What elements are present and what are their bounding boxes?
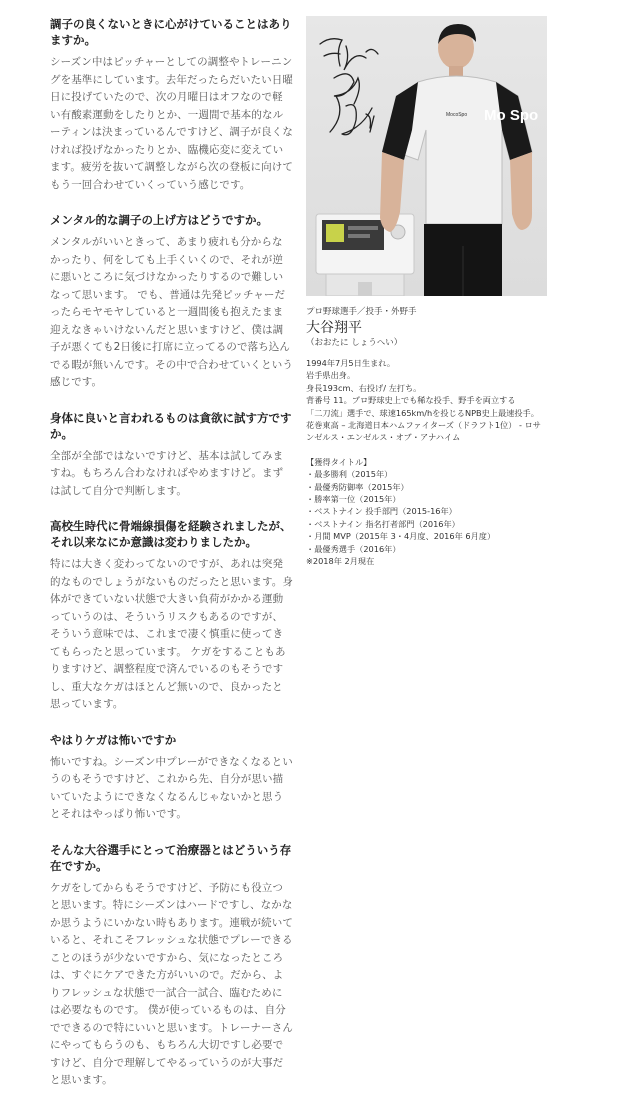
player-name: 大谷翔平	[306, 320, 362, 336]
qa-block-3	[50, 410, 293, 501]
therapy-device	[316, 214, 414, 296]
player-profile	[306, 306, 550, 568]
title-item: ・勝率第一位（2015年）	[306, 494, 401, 505]
qa-block-1	[50, 16, 293, 194]
titles-list	[306, 456, 550, 568]
qa-block-6	[50, 842, 293, 1090]
bio-line: 背番号 11。プロ野球史上でも稀な投手、野手を両立する	[306, 395, 516, 406]
qa-block-2	[50, 212, 293, 392]
title-item: ・ベストナイン 投手部門（2015-16年）	[306, 506, 457, 517]
qa-block-4	[50, 518, 293, 714]
player-bio	[306, 357, 550, 444]
question-heading: 身体に良いと言われるものは貪欲に試す方ですか。	[50, 410, 292, 441]
bio-line: 「二刀流」選手で、球速165km/hを投じるNPB史上最速投手。	[306, 407, 539, 418]
title-item: ・月間 MVP（2015年 3・4月度、2016年 6月度）	[306, 531, 496, 542]
shirt-small-logo: MocoSpo	[446, 112, 468, 118]
interview-column	[50, 16, 293, 1108]
title-item: ・ベストナイン 指名打者部門（2016年）	[306, 518, 460, 529]
player-photo-illustration	[306, 16, 547, 296]
player-role: プロ野球選手／投手・外野手	[306, 307, 417, 317]
answer-text: 特には大きく変わってないのですが、あれは突発的なものでしょうがないものだったと思います。身体ができていない状態で大きい負荷がかかる運動っていうのは、そういうリスクもあるのですが、そういう意味では、これまで凄く慎重に使ってきてもらったと思っています。 ケガをすることもありますけど、調整程度で済んでいるのもそうですし、重大なケガはほとんど無いので、良かったと思っています。	[50, 558, 293, 710]
title-item: ・最優秀選手（2016年）	[306, 543, 401, 554]
question-heading: 高校生時代に骨端線損傷を経験されましたが、それ以来なにか意識は変わりましたか。	[50, 519, 292, 549]
answer-text: ケガをしてからもそうですけど、予防にも役立つと思います。特にシーズンはハードですし、なかなか思うようにいかない時もあります。連戦が続いていると、それこそフレッシュな状態でプレーできることのほうが少ないですから、気になったところは、すぐにケアできた方がいいので。だから、よりフレッシュな状態で一試合一試合、臨むためには必要なものです。 僕が使っているものは、自分でできるので特にいいと思います。トレーナーさんにやってもらうのも、もちろん大切ですし必要ですけど、自分で理解してやるっていうのが大事だと思います。	[50, 881, 293, 1086]
question-heading: メンタル的な調子の上げ方はどうですか。	[50, 213, 269, 227]
bio-line: 1994年7月5日生まれ。	[306, 358, 396, 368]
answer-text: 全部が全部ではないですけど、基本は試してみますね。もちろん合わなければやめますけど。まずは試して自分で判断します。	[50, 449, 284, 497]
bio-line: 身長193cm、右投げ/ 左打ち。	[306, 382, 422, 393]
player-name-kana: （おおたに しょうへい）	[306, 338, 403, 348]
answer-text: 怖いですね。シーズン中プレーができなくなるというのもそうですけど、これから先、自分が思い描いていたようにできなくなるんじゃないかと思うとそれはやっぱり怖いです。	[50, 755, 293, 820]
shirt-print-text: Mo Spo	[484, 107, 539, 124]
autograph-signature	[320, 39, 378, 135]
bio-line: ンゼルス・エンゼルス・オブ・アナハイム	[306, 432, 461, 443]
profile-column	[306, 16, 550, 568]
title-item: ・最優秀防御率（2015年）	[306, 481, 409, 492]
title-item: ・最多勝利（2015年）	[306, 469, 393, 480]
bio-line: 岩手県出身。	[306, 370, 356, 381]
answer-text: メンタルがいいときって、あまり疲れも分からなかったり、何をしても上手くいくので、それが逆に悪いところに気づけなかったりするので難しいなって思います。 でも、普通は先発ピッチャーだったらモヤモヤしていると一週間後も抱えたまま迎えなきゃいけないんだと思いますけど、僕は調子が悪くても2日後に打席に立ってるので落ち込んでる暇が無いんです。その中で合わせていくという感じです。	[50, 236, 293, 388]
qa-block-5	[50, 732, 293, 824]
bio-line: 花巻東高 – 北海道日本ハムファイターズ（ドラフト1位） - ロサ	[306, 420, 541, 431]
titles-heading: 【獲得タイトル】	[306, 456, 372, 467]
question-heading: そんな大谷選手にとって治療器とはどういう存在ですか。	[50, 842, 292, 873]
answer-text: シーズン中はピッチャーとしての調整やトレーニングを基準にしています。去年だったらだいたい日曜日に投げていたので、次の月曜日はオフなので軽い有酸素運動をしたりとか、一週間で基本的なルーティンは決まっているんですけど、調子が良くなければ投げなかったりとか、臨機応変に変えています。疲労を抜いて調整しながら次の登板に向けてもう一回合わせていくっていう感じです。	[50, 56, 293, 191]
player-photo	[306, 16, 547, 296]
question-heading: やはりケガは怖いですか	[50, 732, 177, 747]
titles-note: ※2018年 2月現在	[306, 556, 375, 567]
question-heading: 調子の良くないときに心がけていることはありますか。	[50, 17, 292, 47]
